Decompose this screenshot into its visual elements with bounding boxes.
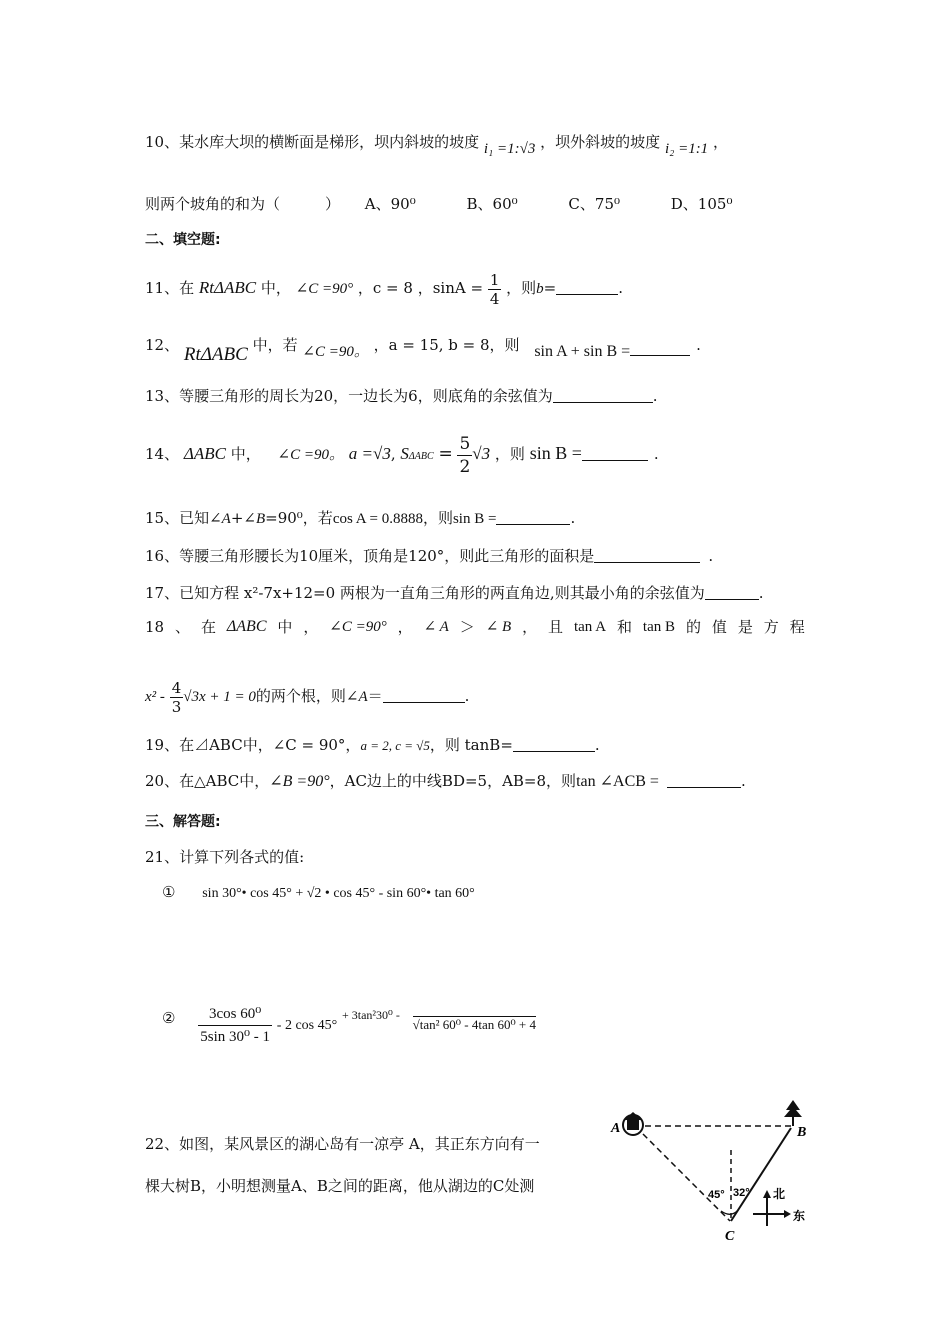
q14-text-g: ，则 bbox=[494, 445, 525, 463]
q12-expression: sin A + sin B = bbox=[534, 343, 631, 360]
label-b: B bbox=[797, 1125, 807, 1140]
q18-token: ， bbox=[303, 618, 319, 636]
q21-fraction bbox=[198, 1003, 272, 1048]
q21-expression-1: sin 30°• cos 45° + √2 • cos 45° - sin 60°• tan 60° bbox=[202, 886, 475, 901]
question-21-item2 bbox=[162, 995, 536, 1048]
q18-token: 方 bbox=[763, 618, 779, 636]
q17-text: 17、已知方程 x²-7x+12=0 两根为一直角三角形的两直角边,则其最小角的余弦值为 bbox=[145, 584, 705, 602]
q21-number-2: ② bbox=[162, 1009, 176, 1027]
q11-end: . bbox=[618, 279, 624, 297]
label-north: 北 bbox=[773, 1187, 786, 1201]
q18-token: 和 bbox=[616, 618, 632, 636]
section-solve-heading: 三、解答题: bbox=[145, 814, 221, 830]
q12-text-b: 中，若 bbox=[252, 336, 298, 354]
q15-text-g: ，则 bbox=[422, 509, 453, 527]
tree-icon bbox=[784, 1100, 802, 1126]
label-a: A bbox=[611, 1121, 621, 1136]
q15-var-a: A bbox=[221, 511, 231, 527]
q18-answer-blank[interactable] bbox=[383, 688, 465, 703]
q18-token: 中 bbox=[277, 618, 293, 636]
q15-text-a: 15、已知∠ bbox=[145, 509, 222, 527]
q18-token: 是 bbox=[737, 618, 753, 636]
q11-equals: = bbox=[543, 279, 557, 297]
q11-answer-blank[interactable] bbox=[556, 280, 618, 295]
q18-tan-b: tan B bbox=[642, 619, 676, 635]
question-16 bbox=[145, 546, 713, 566]
pavilion-icon bbox=[623, 1112, 643, 1135]
q14-area-symbol: S bbox=[400, 444, 409, 463]
q15-text-e: =90⁰，若 bbox=[265, 509, 333, 527]
q18-equation-a: x² - bbox=[145, 689, 165, 705]
q11-text-d: ，则 bbox=[506, 279, 537, 297]
q12-answer-blank[interactable] bbox=[630, 341, 690, 356]
q14-text-a: 14、 bbox=[145, 445, 180, 463]
question-22 bbox=[145, 1123, 595, 1207]
q20-angle: ∠B =90° bbox=[269, 773, 330, 790]
question-19 bbox=[145, 735, 600, 756]
label-angle-45: 45° bbox=[708, 1189, 725, 1201]
q18-equals: ＝ bbox=[367, 687, 383, 705]
q10-option-d: D、105⁰ bbox=[670, 195, 733, 213]
label-east: 东 bbox=[793, 1209, 806, 1223]
q12-text-a: 12、 bbox=[145, 336, 180, 354]
q14-fraction bbox=[457, 433, 472, 478]
q15-text-c: +∠ bbox=[230, 509, 256, 527]
q15-sin-expression: sin B = bbox=[452, 511, 497, 527]
q12-triangle: RtΔABC bbox=[183, 344, 248, 365]
q11-numerator: 1 bbox=[489, 270, 500, 289]
q11-text-c: ，c = 8 ，sinA = bbox=[357, 279, 484, 297]
q18-token: ， bbox=[397, 618, 413, 636]
q10-text-c: ， bbox=[712, 133, 728, 151]
q18-token: 且 bbox=[548, 618, 564, 636]
q15-end: . bbox=[570, 509, 576, 527]
q10-option-b: B、60⁰ bbox=[466, 195, 518, 213]
q21-term-tan: + 3tan²30⁰ - bbox=[342, 1008, 400, 1022]
q19-end: . bbox=[594, 736, 600, 754]
q14-area-subscript: ΔABC bbox=[408, 451, 434, 462]
q10-prompt: 则两个坡角的和为（ ） bbox=[145, 195, 341, 213]
label-angle-32: 32° bbox=[733, 1187, 750, 1199]
q22-line2: 棵大树B，小明想测量A、B之间的距离，他从湖边的C处测 bbox=[145, 1177, 535, 1195]
q12-end: . bbox=[696, 336, 701, 354]
question-10-line2 bbox=[145, 194, 732, 214]
q10-slope-inner: i₁ =1:√3 bbox=[483, 141, 536, 157]
q18-token: 18 bbox=[145, 618, 165, 636]
q18-token: ＞ bbox=[459, 618, 475, 636]
question-12 bbox=[145, 330, 701, 370]
q14-numerator: 5 bbox=[459, 433, 471, 454]
q14-text-b: 中， bbox=[230, 445, 261, 463]
question-14: 14、 ΔABC 中， ∠C =90。 a =√3, SΔABC = $\frac{5}{2}$ √3 ，则 sin B = . bbox=[145, 433, 659, 477]
q14-equals: = bbox=[438, 444, 453, 464]
q11-angle: ∠C =90° bbox=[295, 281, 354, 297]
q20-text-a: 20、在△ABC中， bbox=[145, 772, 270, 790]
q18-denominator: 3 bbox=[171, 697, 182, 716]
q19-given: a = 2, c = √5 bbox=[360, 738, 430, 753]
q14-triangle: ΔABC bbox=[183, 444, 226, 463]
question-17 bbox=[145, 583, 764, 603]
q20-text-b: ，AC边上的中线BD=5，AB=8，则 bbox=[329, 772, 577, 790]
q18-var: A bbox=[358, 689, 368, 705]
q14-side-a: a =√3 bbox=[348, 444, 391, 463]
q16-answer-blank[interactable] bbox=[594, 548, 700, 563]
q13-answer-blank[interactable] bbox=[553, 388, 653, 403]
q18-end: . bbox=[464, 687, 470, 705]
q16-end: . bbox=[708, 547, 714, 565]
q18-text-tail: 的两个根，则∠ bbox=[255, 687, 359, 705]
q17-answer-blank[interactable] bbox=[705, 585, 759, 600]
q21-term-cos: - 2 cos 45° bbox=[276, 1018, 338, 1033]
q10-slope-outer: i₂ =1:1 bbox=[664, 141, 709, 157]
q16-text: 16、等腰三角形腰长为10厘米，顶角是120°，则此三角形的面积是 bbox=[145, 547, 595, 565]
question-18-line1 bbox=[145, 617, 805, 637]
q11-text-b: 中， bbox=[260, 279, 291, 297]
q18-angle-b: ∠ B bbox=[485, 619, 512, 635]
q18-token: 、 bbox=[175, 618, 191, 636]
q19-text-a: 19、在⊿ABC中，∠C = 90°， bbox=[145, 736, 361, 754]
question-21-item1 bbox=[162, 882, 475, 904]
q13-end: . bbox=[652, 387, 658, 405]
q11-denominator: 4 bbox=[489, 289, 500, 308]
q14-denominator: 2 bbox=[459, 456, 471, 477]
q22-figure bbox=[605, 1090, 830, 1250]
q21-numerator: 3cos 60⁰ bbox=[198, 1003, 272, 1026]
question-20 bbox=[145, 771, 746, 792]
q18-token: 程 bbox=[789, 618, 805, 636]
question-10-line1 bbox=[145, 132, 728, 159]
segment-ac bbox=[643, 1134, 730, 1221]
q11-fraction bbox=[488, 271, 502, 308]
q18-token: ， bbox=[522, 618, 538, 636]
question-21-title: 21、计算下列各式的值: bbox=[145, 848, 305, 866]
q18-token: 值 bbox=[711, 618, 727, 636]
q10-option-c: C、75⁰ bbox=[568, 195, 620, 213]
q15-cos-value: cos A = 0.8888 bbox=[332, 511, 423, 527]
q21-number-1: ① bbox=[162, 883, 176, 901]
q17-end: . bbox=[758, 584, 764, 602]
label-c: C bbox=[725, 1229, 735, 1244]
segment-cb bbox=[731, 1128, 791, 1221]
question-11 bbox=[145, 268, 623, 309]
q14-angle: ∠C =90。 bbox=[277, 447, 344, 463]
q14-expression: sin B = bbox=[529, 443, 582, 463]
q10-option-a: A、90⁰ bbox=[364, 195, 416, 213]
q12-text-c: ，a = 15, b = 8，则 bbox=[373, 336, 520, 354]
question-18-line2 bbox=[145, 676, 469, 717]
q21-denominator: 5sin 30⁰ - 1 bbox=[200, 1028, 270, 1045]
q21-term-sqrt: √tan² 60⁰ - 4tan 60⁰ + 4 bbox=[412, 1017, 537, 1032]
q18-equation-b: √3x + 1 = 0 bbox=[183, 689, 256, 705]
question-15 bbox=[145, 508, 575, 529]
q15-var-b: B bbox=[255, 511, 266, 527]
q18-token: 在 bbox=[200, 618, 216, 636]
q14-end: . bbox=[653, 445, 659, 463]
q20-expression: tan ∠ACB = bbox=[576, 773, 659, 790]
q15-answer-blank[interactable] bbox=[496, 510, 570, 525]
q18-angle-a: ∠ A bbox=[423, 619, 449, 635]
q14-answer-blank[interactable] bbox=[582, 446, 648, 461]
q20-answer-blank[interactable] bbox=[667, 773, 741, 788]
q18-numerator: 4 bbox=[171, 678, 182, 697]
q12-angle: ∠C =90。 bbox=[302, 344, 369, 360]
question-13 bbox=[145, 386, 658, 406]
q19-answer-blank[interactable] bbox=[513, 737, 595, 752]
q18-fraction bbox=[170, 679, 184, 716]
q18-angle: ∠C =90° bbox=[329, 619, 387, 635]
q18-tan-a: tan A bbox=[573, 619, 607, 635]
q11-text-a: 11、在 bbox=[145, 279, 195, 297]
q14-root: √3 bbox=[472, 444, 491, 463]
q18-token: 的 bbox=[685, 618, 701, 636]
section-fill-in-heading: 二、填空题: bbox=[145, 232, 221, 248]
compass-icon bbox=[753, 1190, 791, 1226]
q11-var: b bbox=[536, 281, 544, 297]
q13-text: 13、等腰三角形的周长为20，一边长为6，则底角的余弦值为 bbox=[145, 387, 553, 405]
q18-triangle: ΔABC bbox=[226, 618, 267, 635]
q20-end: . bbox=[740, 772, 746, 790]
q10-text: 10、某水库大坝的横断面是梯形，坝内斜坡的坡度 bbox=[145, 133, 480, 151]
q22-line1: 22、如图，某风景区的湖心岛有一凉亭 A，其正东方向有一 bbox=[145, 1135, 540, 1153]
q19-text-b: ，则 tanB= bbox=[429, 736, 513, 754]
q10-text-b: ，坝外斜坡的坡度 bbox=[540, 133, 661, 151]
q11-triangle: RtΔABC bbox=[198, 278, 257, 297]
